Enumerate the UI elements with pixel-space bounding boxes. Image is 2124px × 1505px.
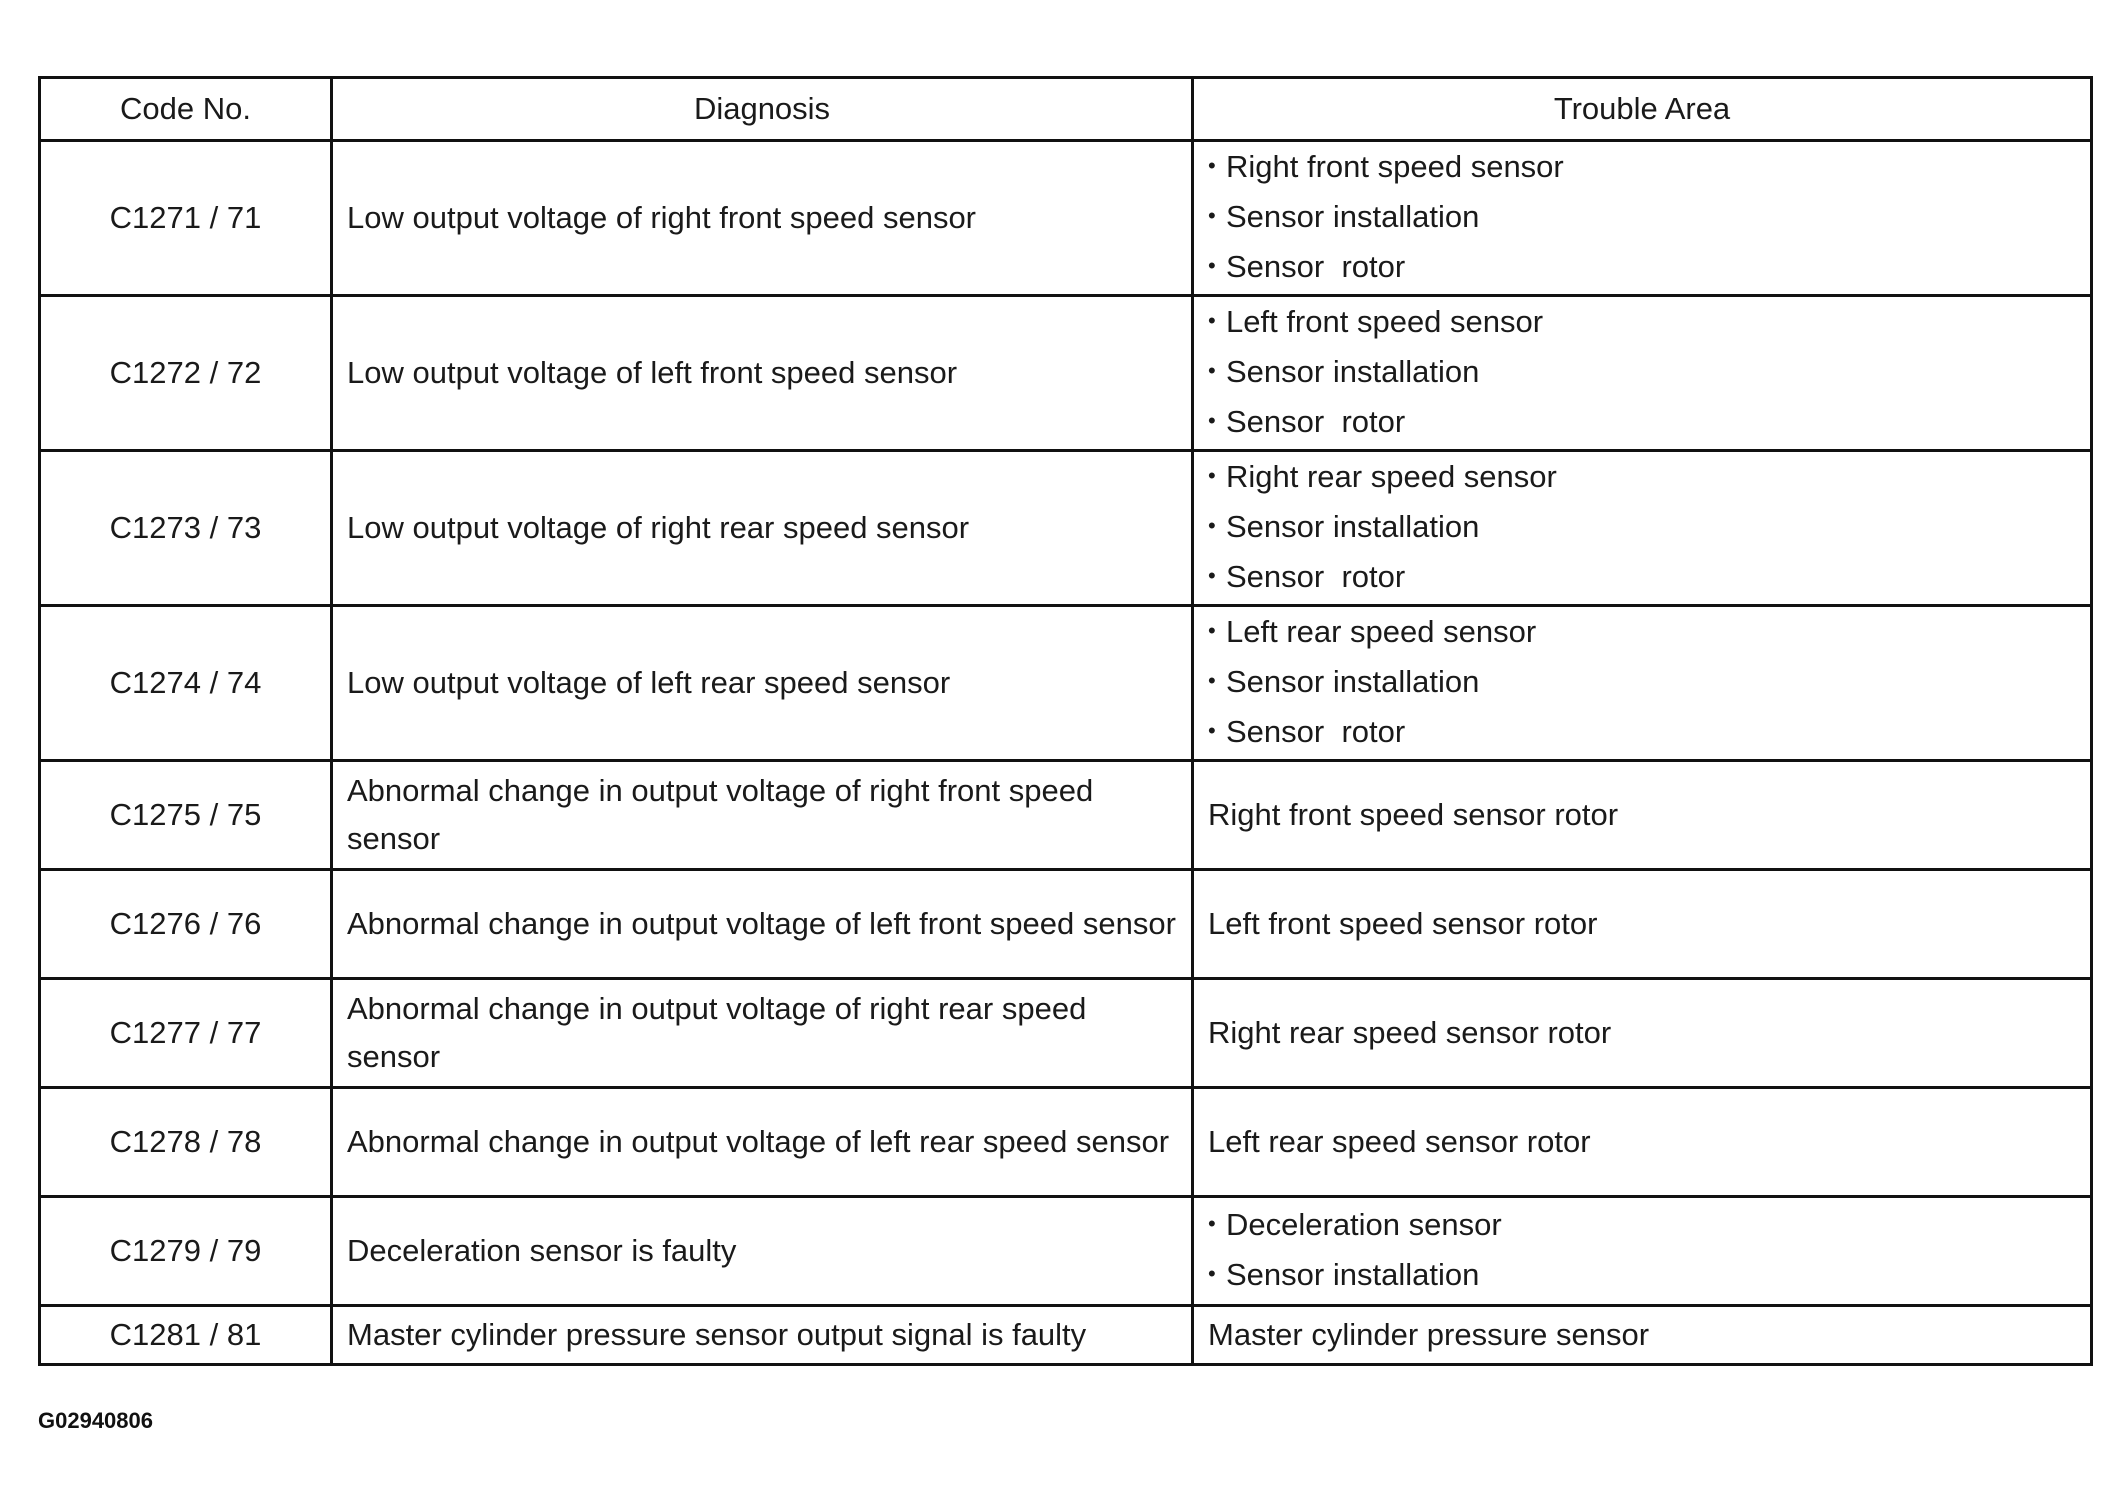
trouble-area-item <box>1208 193 2076 243</box>
diagnosis-cell: Abnormal change in output voltage of right rear speed sensor <box>332 979 1193 1088</box>
bullet-icon: • <box>1208 618 1216 644</box>
bullet-icon: • <box>1208 252 1216 278</box>
table-row <box>40 870 2092 979</box>
trouble-area-item-text: Sensor rotor <box>1226 248 1406 284</box>
table-row <box>40 1306 2092 1365</box>
trouble-area-item <box>1208 608 2076 658</box>
header-code-no: Code No. <box>40 78 332 141</box>
trouble-area-item-text: Sensor installation <box>1226 509 1480 545</box>
trouble-area-cell: Left rear speed sensor rotor <box>1193 1088 2092 1197</box>
trouble-area-item-text: Left rear speed sensor <box>1226 614 1537 650</box>
trouble-area-item-text: Sensor rotor <box>1226 558 1406 594</box>
bullet-icon: • <box>1208 407 1216 433</box>
trouble-area-item <box>1208 398 2076 448</box>
diagnosis-cell: Low output voltage of left rear speed sensor <box>332 606 1193 761</box>
trouble-area-cell <box>1193 296 2092 451</box>
table-row <box>40 606 2092 761</box>
diagnosis-cell: Deceleration sensor is faulty <box>332 1197 1193 1306</box>
code-cell: C1274 / 74 <box>40 606 332 761</box>
trouble-area-item <box>1208 453 2076 503</box>
trouble-area-cell <box>1193 451 2092 606</box>
trouble-area-cell: Right front speed sensor rotor <box>1193 761 2092 870</box>
trouble-area-item <box>1208 1251 2076 1301</box>
trouble-area-cell <box>1193 141 2092 296</box>
table-row <box>40 979 2092 1088</box>
code-cell: C1276 / 76 <box>40 870 332 979</box>
table-row <box>40 296 2092 451</box>
trouble-area-item <box>1208 143 2076 193</box>
header-trouble-area: Trouble Area <box>1193 78 2092 141</box>
trouble-area-cell <box>1193 1197 2092 1306</box>
bullet-icon: • <box>1208 512 1216 538</box>
bullet-icon: • <box>1208 717 1216 743</box>
code-cell: C1279 / 79 <box>40 1197 332 1306</box>
bullet-icon: • <box>1208 667 1216 693</box>
trouble-area-cell: Master cylinder pressure sensor <box>1193 1306 2092 1365</box>
bullet-icon: • <box>1208 463 1216 489</box>
code-cell: C1275 / 75 <box>40 761 332 870</box>
trouble-area-item-text: Sensor rotor <box>1226 713 1406 749</box>
trouble-area-item-text: Right front speed sensor <box>1226 149 1564 185</box>
bullet-icon: • <box>1208 308 1216 334</box>
trouble-area-item <box>1208 243 2076 293</box>
trouble-area-item-text: Sensor installation <box>1226 199 1480 235</box>
trouble-area-item-text: Sensor rotor <box>1226 403 1406 439</box>
code-cell: C1272 / 72 <box>40 296 332 451</box>
table-row <box>40 1197 2092 1306</box>
trouble-area-item <box>1208 553 2076 603</box>
diagnosis-cell: Abnormal change in output voltage of left rear speed sensor <box>332 1088 1193 1197</box>
bullet-icon: • <box>1208 357 1216 383</box>
trouble-area-item <box>1208 708 2076 758</box>
bullet-icon: • <box>1208 1211 1216 1236</box>
trouble-area-item-text: Deceleration sensor <box>1226 1207 1502 1243</box>
bullet-icon: • <box>1208 153 1216 179</box>
table-body <box>40 141 2092 1365</box>
diagnosis-cell: Low output voltage of left front speed sensor <box>332 296 1193 451</box>
figure-id-label: G02940806 <box>38 1408 153 1433</box>
trouble-area-cell: Left front speed sensor rotor <box>1193 870 2092 979</box>
diagnostic-code-table <box>38 76 2093 1366</box>
trouble-area-item <box>1208 298 2076 348</box>
table-row <box>40 1088 2092 1197</box>
diagnosis-cell: Low output voltage of right front speed sensor <box>332 141 1193 296</box>
code-cell: C1273 / 73 <box>40 451 332 606</box>
trouble-area-item <box>1208 1201 2076 1251</box>
diagnosis-cell: Master cylinder pressure sensor output signal is faulty <box>332 1306 1193 1365</box>
trouble-area-item-text: Sensor installation <box>1226 1257 1480 1292</box>
code-cell: C1271 / 71 <box>40 141 332 296</box>
diagnosis-cell: Abnormal change in output voltage of right front speed sensor <box>332 761 1193 870</box>
trouble-area-item <box>1208 658 2076 708</box>
trouble-area-item-text: Left front speed sensor <box>1226 304 1544 340</box>
trouble-area-item-text: Right rear speed sensor <box>1226 459 1557 495</box>
header-diagnosis: Diagnosis <box>332 78 1193 141</box>
trouble-area-item <box>1208 348 2076 398</box>
trouble-area-item-text: Sensor installation <box>1226 664 1480 700</box>
diagnosis-cell: Abnormal change in output voltage of left front speed sensor <box>332 870 1193 979</box>
table-row <box>40 451 2092 606</box>
table-row <box>40 141 2092 296</box>
trouble-area-cell <box>1193 606 2092 761</box>
bullet-icon: • <box>1208 202 1216 228</box>
diagnosis-cell: Low output voltage of right rear speed sensor <box>332 451 1193 606</box>
table-row <box>40 761 2092 870</box>
code-cell: C1278 / 78 <box>40 1088 332 1197</box>
trouble-area-item-text: Sensor installation <box>1226 354 1480 390</box>
table-header-row <box>40 78 2092 141</box>
bullet-icon: • <box>1208 1260 1216 1286</box>
trouble-area-cell: Right rear speed sensor rotor <box>1193 979 2092 1088</box>
code-cell: C1277 / 77 <box>40 979 332 1088</box>
trouble-area-item <box>1208 503 2076 553</box>
code-cell: C1281 / 81 <box>40 1306 332 1365</box>
bullet-icon: • <box>1208 562 1216 588</box>
